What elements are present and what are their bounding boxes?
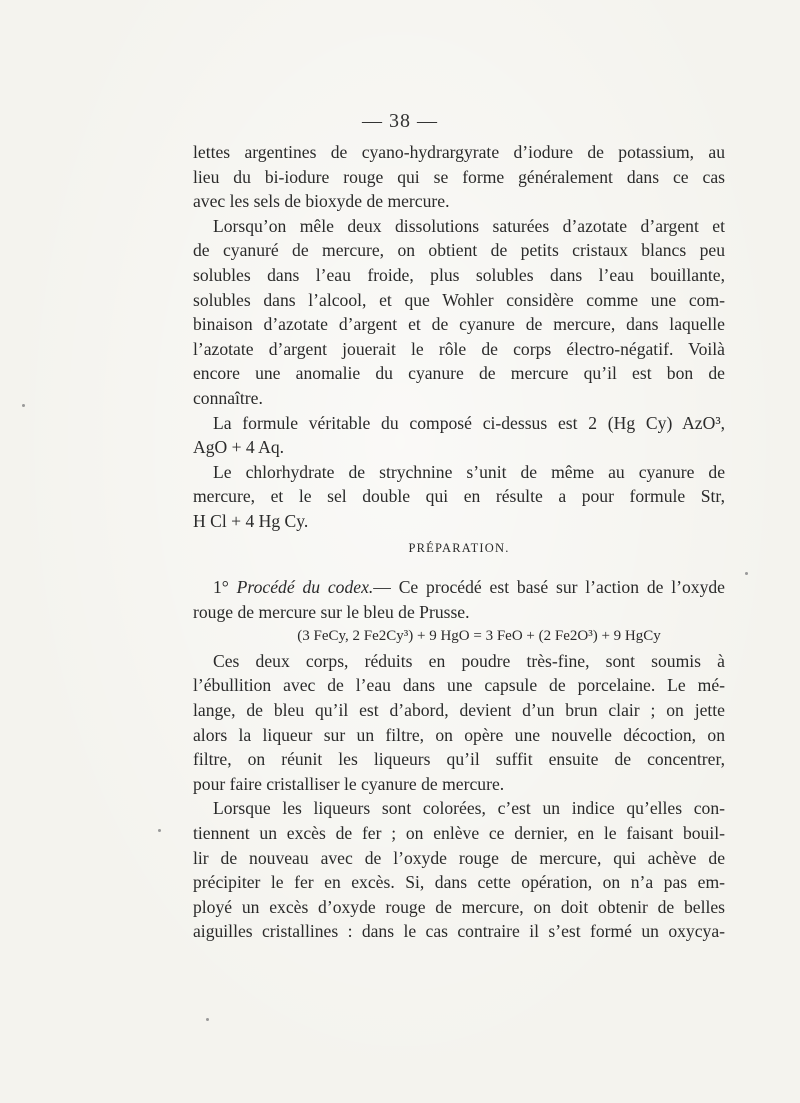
scan-speck — [22, 404, 25, 407]
page-number: — 38 — — [362, 110, 438, 132]
text-line: encore une anomalie du cyanure de mercure qu’il est bon de — [193, 363, 725, 384]
text-line: alors la liqueur sur un filtre, on opère une nouvelle décoction, on — [193, 724, 725, 745]
text-line: Ces deux corps, réduits en poudre très-fine, sont soumis à — [213, 650, 725, 671]
text-line: connaître. — [193, 387, 263, 408]
text-fragment: — Ce procédé est basé sur l’action de l’oxyde — [373, 577, 725, 598]
text-line: tiennent un excès de fer ; on enlève ce dernier, en le faisant bouil- — [193, 823, 725, 844]
text-line — [193, 575, 725, 600]
text-line: Lorsqu’on mêle deux dissolutions saturées d’azotate d’argent et — [213, 215, 725, 236]
text-line: Lorsque les liqueurs sont colorées, c’est un indice qu’elles con- — [213, 798, 725, 819]
text-line: lange, de bleu qu’il est d’abord, devient d’un brun clair ; on jette — [193, 700, 725, 721]
chemical-formula: (3 FeCy, 2 Fe2Cy³) + 9 HgO = 3 FeO + (2 Fe2O³) + 9 HgCy — [297, 628, 661, 645]
text-line: solubles dans l’eau froide, plus solubles dans l’eau bouillante, — [193, 264, 725, 285]
scan-speck — [745, 572, 748, 575]
section-heading: PRÉPARATION. — [408, 540, 510, 555]
text-line: AgO + 4 Aq. — [193, 437, 285, 458]
text-line: aiguilles cristallines : dans le cas contraire il s’est formé un oxycya- — [193, 921, 725, 942]
text-line: filtre, on réunit les liqueurs qu’il suffit ensuite de concentrer, — [193, 749, 725, 770]
text-line: rouge de mercure sur le bleu de Prusse. — [193, 601, 470, 622]
body-text — [193, 140, 725, 944]
text-line: de cyanuré de mercure, on obtient de petits cristaux blancs peu — [193, 240, 725, 261]
text-line: l’ébullition avec de l’eau dans une capsule de porcelaine. Le mé- — [193, 675, 725, 696]
scan-speck — [206, 1018, 209, 1021]
text-line: avec les sels de bioxyde de mercure. — [193, 191, 450, 212]
scan-speck — [158, 829, 161, 832]
text-line: ployé un excès d’oxyde rouge de mercure, on doit obtenir de belles — [193, 896, 725, 917]
item-number: 1° — [213, 577, 229, 598]
text-line: La formule véritable du composé ci-dessus est 2 (Hg Cy) AzO³, — [213, 412, 725, 433]
text-line: lir de nouveau avec de l’oxyde rouge de mercure, qui achève de — [193, 847, 725, 868]
text-line: lettes argentines de cyano-hydrargyrate d’iodure de potassium, au — [193, 142, 725, 162]
italic-title: Procédé du codex. — [236, 577, 374, 598]
text-line: lieu du bi-iodure rouge qui se forme généralement dans ce cas — [193, 166, 725, 187]
text-line: précipiter le fer en excès. Si, dans cette opération, on n’a pas em- — [193, 872, 725, 893]
text-line: solubles dans l’alcool, et que Wohler considère comme une com- — [193, 289, 725, 310]
text-line: pour faire cristalliser le cyanure de mercure. — [193, 773, 505, 794]
text-line: Le chlorhydrate de strychnine s’unit de même au cyanure de — [213, 461, 725, 482]
text-line: l’azotate d’argent jouerait le rôle de corps électro-négatif. Voilà — [193, 338, 725, 359]
text-line: H Cl + 4 Hg Cy. — [193, 510, 309, 531]
text-line: mercure, et le sel double qui en résulte a pour formule Str, — [193, 486, 725, 507]
text-line: binaison d’azotate d’argent et de cyanure de mercure, dans laquelle — [193, 314, 725, 335]
